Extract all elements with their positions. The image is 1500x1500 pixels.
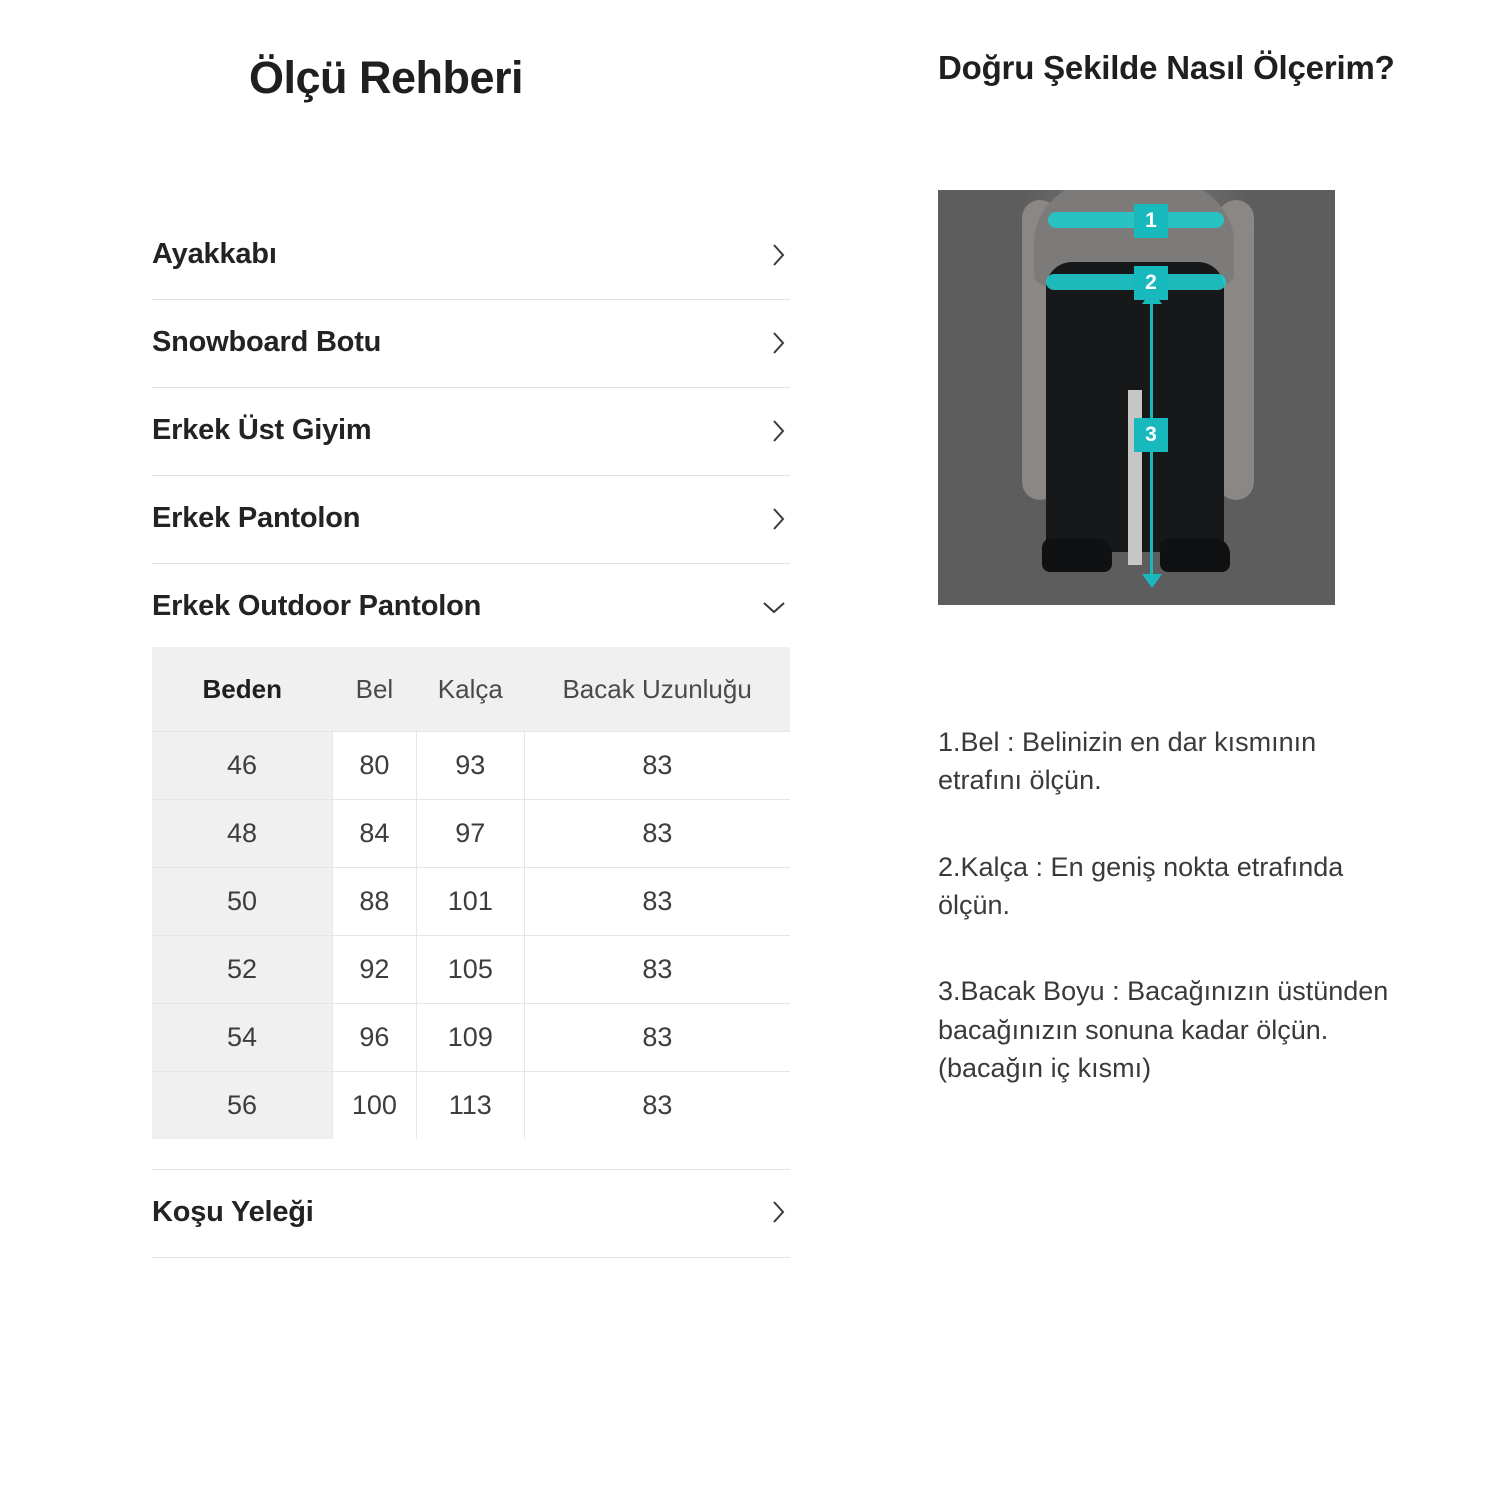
- figure-leg-gap: [1128, 390, 1142, 565]
- accordion-label: Erkek Üst Giyim: [152, 414, 372, 446]
- cell-kalca: 109: [416, 1003, 524, 1071]
- cell-bacak: 83: [524, 799, 790, 867]
- accordion-label: Erkek Outdoor Pantolon: [152, 590, 482, 622]
- accordion-label: Snowboard Botu: [152, 326, 382, 358]
- chevron-right-icon: [772, 419, 790, 443]
- note-bel: 1.Bel : Belinizin en dar kısmının etrafını ölçün.: [938, 726, 1317, 796]
- cell-beden: 54: [152, 1003, 333, 1071]
- table-header-bacak-uzunlugu: Bacak Uzunluğu: [524, 647, 790, 731]
- table-header-kalca: Kalça: [416, 647, 524, 731]
- cell-bacak: 83: [524, 935, 790, 1003]
- cell-beden: 56: [152, 1071, 333, 1139]
- accordion-item-ayakkabi[interactable]: [152, 212, 790, 300]
- chevron-right-icon: [772, 243, 790, 267]
- size-category-accordion: [152, 212, 790, 1258]
- figure-right-shoe: [1160, 538, 1230, 572]
- accordion-label: Ayakkabı: [152, 238, 277, 270]
- marker-2: 2: [1134, 266, 1168, 300]
- accordion-item-erkek-outdoor-pantolon[interactable]: [152, 564, 790, 647]
- table-row: [152, 1003, 790, 1071]
- chevron-down-icon: [762, 600, 790, 614]
- cell-bel: 88: [333, 867, 417, 935]
- cell-bacak: 83: [524, 867, 790, 935]
- table-row: [152, 935, 790, 1003]
- chevron-right-icon: [772, 331, 790, 355]
- cell-bacak: 83: [524, 731, 790, 799]
- cell-beden: 48: [152, 799, 333, 867]
- leg-arrow-bottom: [1142, 574, 1162, 588]
- note-bacak-boyu: 3.Bacak Boyu : Bacağınızın üstünden bacağınızın sonuna kadar ölçün. (bacağın iç kısmı): [938, 976, 1389, 1083]
- note-kalca: 2.Kalça : En geniş nokta etrafında ölçün.: [938, 851, 1344, 920]
- measurement-diagram: [938, 190, 1335, 605]
- table-row: [152, 731, 790, 799]
- page-title: Ölçü Rehberi: [248, 52, 524, 103]
- accordion-item-kosu-yelegi[interactable]: [152, 1169, 790, 1258]
- cell-beden: 46: [152, 731, 333, 799]
- cell-bel: 100: [333, 1071, 417, 1139]
- cell-bel: 80: [333, 731, 417, 799]
- table-row: [152, 1071, 790, 1139]
- size-table-panel: [152, 647, 790, 1139]
- table-header-row: [152, 647, 790, 731]
- table-row: [152, 867, 790, 935]
- cell-kalca: 97: [416, 799, 524, 867]
- cell-bacak: 83: [524, 1071, 790, 1139]
- cell-bel: 84: [333, 799, 417, 867]
- accordion-label: Erkek Pantolon: [152, 502, 361, 534]
- cell-bel: 92: [333, 935, 417, 1003]
- accordion-label: Koşu Yeleği: [152, 1195, 314, 1228]
- accordion-item-snowboard-botu[interactable]: [152, 300, 790, 388]
- accordion-item-erkek-pantolon[interactable]: [152, 476, 790, 564]
- table-row: [152, 799, 790, 867]
- measurement-help-column: [870, 0, 1500, 1500]
- figure-left-shoe: [1042, 538, 1112, 572]
- chevron-right-icon: [772, 507, 790, 531]
- cell-kalca: 101: [416, 867, 524, 935]
- table-header-beden: Beden: [152, 647, 333, 731]
- cell-kalca: 105: [416, 935, 524, 1003]
- table-header-bel: Bel: [333, 647, 417, 731]
- cell-beden: 50: [152, 867, 333, 935]
- cell-bel: 96: [333, 1003, 417, 1071]
- marker-1: 1: [1134, 204, 1168, 238]
- measurement-notes: [938, 723, 1400, 1087]
- marker-3: 3: [1134, 418, 1168, 452]
- cell-beden: 52: [152, 935, 333, 1003]
- measurement-help-title: Doğru Şekilde Nasıl Ölçerim?: [938, 49, 1395, 86]
- accordion-item-erkek-ust-giyim[interactable]: [152, 388, 790, 476]
- cell-kalca: 113: [416, 1071, 524, 1139]
- chevron-right-icon: [772, 1200, 790, 1224]
- size-table: [152, 647, 790, 1139]
- cell-bacak: 83: [524, 1003, 790, 1071]
- cell-kalca: 93: [416, 731, 524, 799]
